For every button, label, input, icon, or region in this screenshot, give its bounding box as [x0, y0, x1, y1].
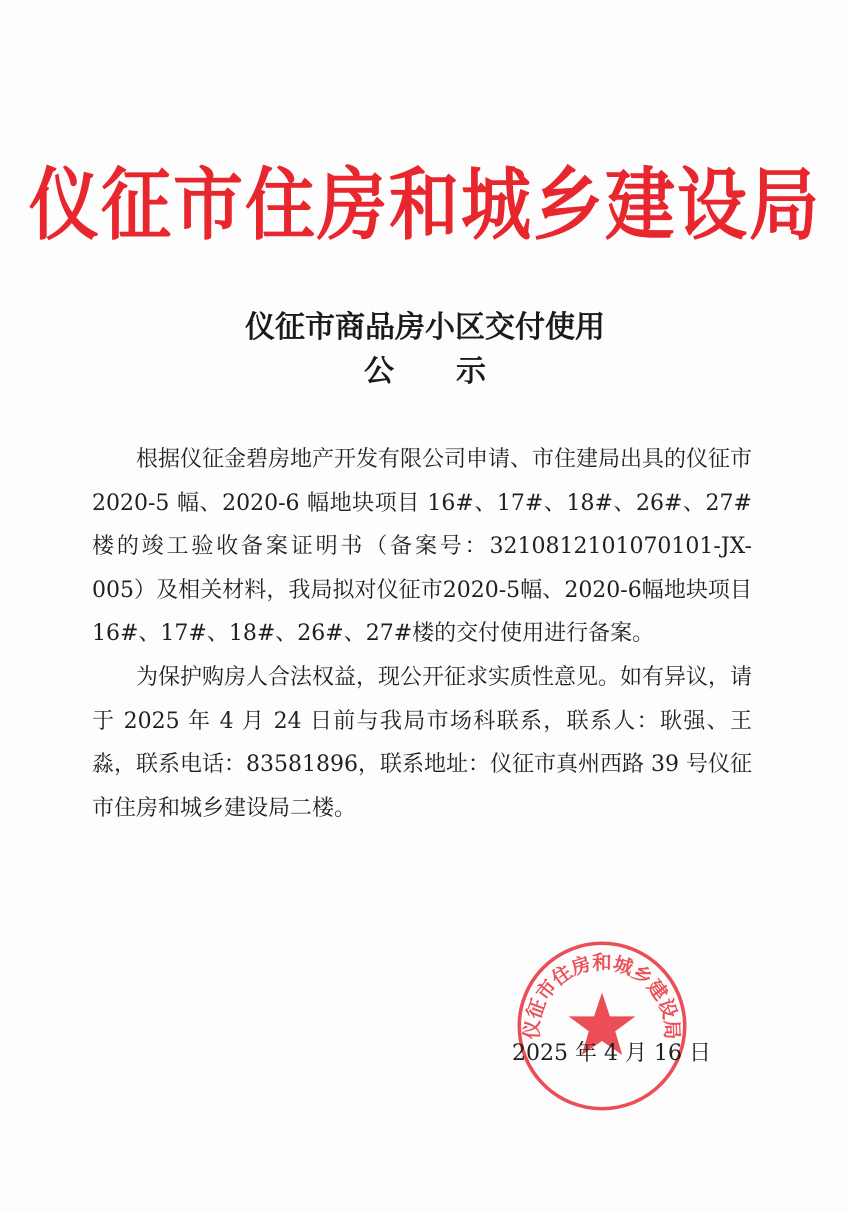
seal-text: 仪征市住房和城乡建设局 [520, 951, 684, 1040]
body-paragraph-2: 为保护购房人合法权益，现公开征求实质性意见。如有异议，请于 2025 年 4 月 24 日前与我局市场科联系，联系人：耿强、王淼，联系电话：83581896，联系地址：仪征市真州西路 39 号仪征市住房和城乡建设局二楼。 [92, 664, 753, 821]
notice-title: 仪征市商品房小区交付使用 [245, 310, 605, 345]
notice-subtitle: 公示 [364, 354, 548, 389]
agency-header: 仪征市住房和城乡建设局 [29, 159, 821, 251]
body-paragraph-1: 根据仪征金碧房地产开发有限公司申请、市住建局出具的仪征市 2020-5 幅、2020-6 幅地块项目 16#、17#、18#、26#、27# 楼的竣工验收备案证明书（备案号：3210812101070101-JX-005）及相关材料，我局拟对仪征市2020-5幅、2020-6幅地块项目 16#、17#、18#、26#、27#楼的交付使用进行备案。 [92, 447, 753, 647]
official-seal [514, 938, 690, 1114]
notice-body [92, 438, 752, 830]
issue-date: 2025 年 4 月 16 日 [512, 1041, 711, 1066]
